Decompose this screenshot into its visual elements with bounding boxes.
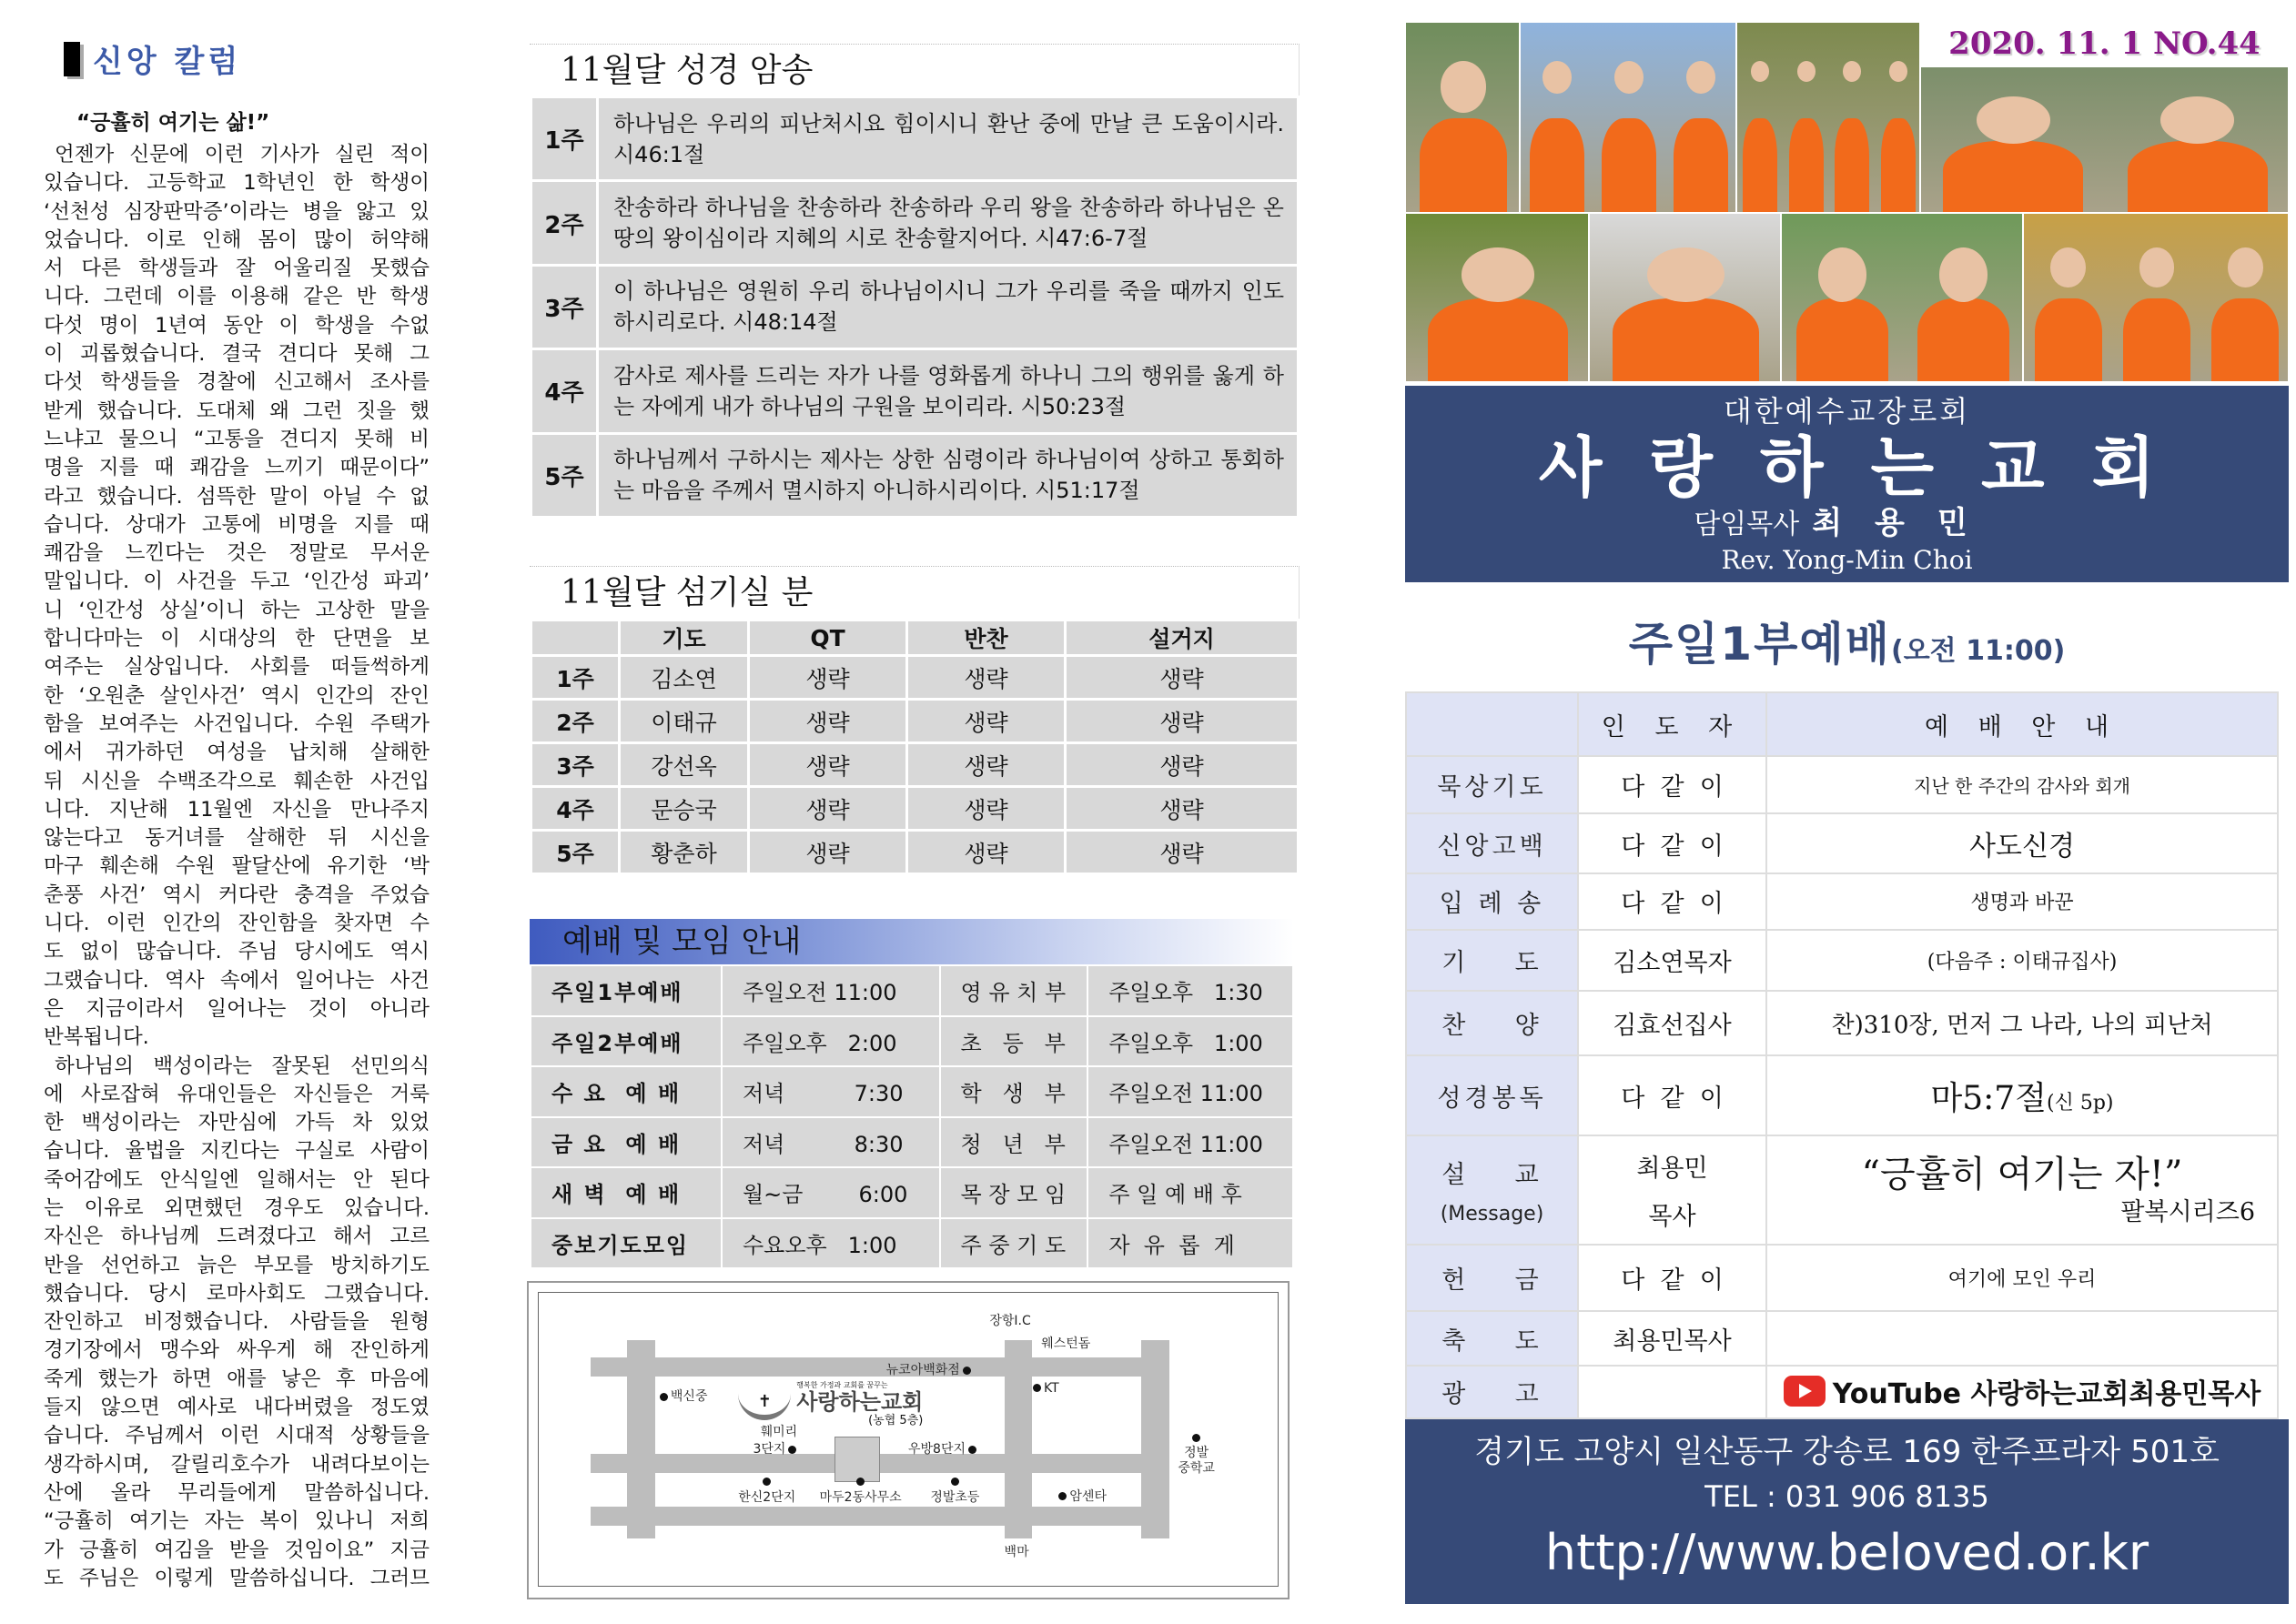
column-line: 죽어감에도 안식일엔 일해서는 안 된다 [44,1167,430,1192]
order-leader [1578,930,1766,991]
duty-header: QT [749,620,907,656]
map-label: 뉴코아백화점 [886,1363,974,1378]
group-time: 주일오전 11:00 [1087,1117,1293,1168]
worship-order-table [1405,691,2279,1419]
duty-header: 반찬 [907,620,1066,656]
service-row [531,965,1293,1016]
order-header: 예 배 안 내 [1766,692,2278,756]
service-name: 주일2부예배 [531,1016,722,1067]
church-tagline: 행복한 가정과 교회를 꿈꾸는 [796,1380,888,1389]
order-item-label: 광 고 [1441,1380,1542,1409]
column-line: 마구 훼손해 수원 팔달산에 유기한 ‘박 [44,854,430,879]
issue-date: 2020. 11. 1 NO.44 [1948,25,2261,62]
order-header-row [1406,692,2278,756]
order-leader [1578,1055,1766,1135]
column-line: 경기장에서 맹수와 싸우게 해 잔인하게 [44,1338,430,1363]
duty-cell: 생략 [907,700,1066,743]
order-item [1406,1311,1578,1365]
week-label: 1주 [531,656,620,700]
group-time: 주일오후 1:00 [1087,1016,1293,1067]
group-name: 초 등 부 [940,1016,1088,1067]
order-content-text: 여기에 모인 우리 [1947,1268,2097,1292]
group-name: 학 생 부 [940,1066,1088,1117]
week-label: 4주 [531,787,620,831]
order-content [1766,1245,2278,1311]
duty-cell: 이태규 [620,700,749,743]
column-line: 산에 올라 무리들에게 말씀하십니다. [44,1480,430,1505]
order-content-text: (다음주 : 이태규집사) [1927,951,2118,974]
order-content-text: 지난 한 주간의 감사와 회개 [1914,775,2130,798]
order-item-label: 찬 양 [1441,1012,1542,1041]
order-content [1766,756,2278,813]
order-item-label: 축 도 [1441,1326,1542,1356]
verse-row [531,97,1299,181]
order-leader-name: 다 같 이 [1621,773,1724,802]
column-line: 습니다. 상대가 고통에 비명을 지를 때 [44,512,430,537]
group-time: 주 일 예 배 후 [1087,1167,1293,1218]
verse-row [531,181,1299,265]
column-line: 니다. 그런데 이를 이용해 같은 반 학생 [44,285,430,309]
member-photo [1920,66,2289,213]
week-label: 5주 [531,831,620,874]
title-bar-icon [64,42,80,76]
column-line: 생각하시며, 갈릴리호수가 내려다보이는 [44,1452,430,1477]
worship-time: (오전 11:00) [1890,635,2066,667]
column-line: 여주는 실상입니다. 사회를 떠들썩하게 [44,655,430,680]
duties-table [530,619,1300,875]
map-label: 백마 [1004,1544,1029,1559]
verse-text: 이 하나님은 영원히 우리 하나님이시니 그가 우리를 죽을 때까지 인도하시리로다. 시48:14절 [598,265,1299,348]
column-line: 않는다고 동거녀를 살해한 뒤 시신을 [44,826,430,851]
order-leader-name: 다 같 이 [1621,890,1724,919]
order-content [1766,1055,2278,1135]
column-line: 습니다. 율법을 지킨다는 구실로 사람이 [44,1139,430,1164]
duty-cell: 생략 [1066,787,1299,831]
duty-cell: 생략 [907,656,1066,700]
church-floor: (농협 5층) [868,1413,924,1427]
column-line: 반을 선언하고 늙은 부모를 방치하기도 [44,1253,430,1277]
duty-cell: 생략 [749,656,907,700]
week-label: 3주 [531,743,620,787]
church-name: 사랑하는교회 [1538,429,2203,506]
verse-text: 하나님은 우리의 피난처시요 힘이시니 환난 중에 만날 큰 도움이시라. 시46:1절 [598,97,1299,181]
verse-row [531,265,1299,348]
order-row [1406,1366,2278,1418]
order-content-text: 사도신경 [1969,831,2075,863]
member-photo [2023,213,2289,382]
column-line: 이 괴롭혔습니다. 결국 견디다 못해 그 [44,342,430,367]
order-leader-name: 최용민목사 [1613,1326,1732,1356]
service-time: 수요오후 1:00 [722,1218,940,1269]
order-item [1406,1055,1578,1135]
column-line: 서 다른 학생들과 잘 어울리질 못했습 [44,257,430,281]
week-label: 2주 [531,181,598,265]
youtube-channel-link[interactable] [1784,1371,2261,1411]
duty-cell: 강선옥 [620,743,749,787]
week-label: 4주 [531,349,598,433]
order-leader [1578,756,1766,813]
map-label: 훼미리 [760,1424,798,1439]
order-leader [1578,1135,1766,1245]
map-label: 우방8단지 [908,1442,979,1458]
order-content-text: 생명과 바꾼 [1970,892,2074,915]
column-line: 니다. 이런 인간의 잔인함을 찾자면 수 [44,912,430,936]
duties-title: 11월달 섬기실 분 [530,566,1300,619]
map-label: 3단지 [753,1442,799,1458]
order-content-text: 찬)310장, 먼저 그 나라, 나의 피난처 [1831,1012,2213,1040]
church-banner [1405,386,2289,582]
order-content [1766,930,2278,991]
member-photo [1781,213,2023,382]
order-item [1406,756,1578,813]
column-line: 었습니다. 이로 인해 몸이 많이 허약해 [44,227,430,252]
order-leader-name: 다 같 이 [1621,1084,1724,1113]
order-item [1406,991,1578,1055]
column-line: 잔인하고 비정했습니다. 사람들을 원형 [44,1310,430,1335]
column-line: 자신은 하나님께 드려졌다고 해서 고르 [44,1225,430,1249]
duty-cell: 생략 [749,831,907,874]
order-item [1406,1366,1578,1418]
duty-row [531,787,1299,831]
service-row [531,1167,1293,1218]
verse-row [531,349,1299,433]
duty-row [531,700,1299,743]
group-name: 청 년 부 [940,1117,1088,1168]
map-label: 암센타 [1056,1489,1107,1505]
week-label: 5주 [531,433,598,517]
group-name: 주 중 기 도 [940,1218,1088,1269]
order-leader-title: 목사 [1648,1203,1696,1231]
map-label: 웨스턴돔 [1041,1337,1091,1352]
church-logo [738,1381,923,1428]
group-time: 자 유 롭 게 [1087,1218,1293,1269]
order-item-sub: (Message) [1440,1203,1544,1226]
sermon-series: 팔복시리즈6 [2120,1198,2255,1226]
order-row [1406,1055,2278,1135]
verse-text: 감사로 제사를 드리는 자가 나를 영화롭게 하나니 그의 행위를 옳게 하는 자에게 내가 하나님의 구원을 보이리라. 시50:23절 [598,349,1299,433]
group-time: 주일오전 11:00 [1087,1066,1293,1117]
service-name: 수 요 예 배 [531,1066,722,1117]
column-line: 반복됩니다. [44,1025,149,1050]
service-time: 주일오후 2:00 [722,1016,940,1067]
order-row [1406,930,2278,991]
column-line: 그랬습니다. 역사 속에서 일어나는 사건 [44,968,430,993]
duty-row [531,656,1299,700]
service-time: 주일오전 11:00 [722,965,940,1016]
column-line: 한 백성이라는 자만심에 가득 차 있었 [44,1111,430,1135]
order-content [1766,991,2278,1055]
duty-cell: 김소연 [620,656,749,700]
pastor-label: 담임목사 [1694,509,1800,540]
order-leader-name: 김소연목자 [1613,949,1732,978]
order-leader [1578,1366,1766,1418]
service-row [531,1218,1293,1269]
column-line: 도 주님은 이렇게 말씀하십니다. 그러므 [44,1566,430,1590]
map-label: 정발초등 [930,1475,979,1506]
duty-cell: 생략 [1066,700,1299,743]
order-row [1406,1311,2278,1365]
duty-cell: 생략 [907,787,1066,831]
pastor-english: Rev. Yong-Min Choi [1721,545,1973,575]
column-line: 쾌감을 느낀다는 것은 정말로 무서운 [44,541,430,566]
duty-cell: 생략 [1066,656,1299,700]
column-title-text: 신앙 칼럼 [93,44,242,80]
map-label: 장항I.C [989,1313,1031,1328]
column-line: 뒤 시신을 수백조각으로 훼손한 사건입 [44,769,430,793]
order-item [1406,1245,1578,1311]
order-row [1406,991,2278,1055]
order-leader-name: 김효선집사 [1613,1012,1732,1041]
group-time: 주일오후 1:30 [1087,965,1293,1016]
week-label: 2주 [531,700,620,743]
column-line: 말입니다. 이 사건을 두고 ‘인간성 파괴’ [44,570,430,594]
duty-cell: 생략 [907,831,1066,874]
order-row [1406,756,2278,813]
telephone: TEL : 031 906 8135 [1704,1479,1989,1514]
denomination: 대한예수교장로회 [1723,394,1971,429]
service-row [531,1117,1293,1168]
order-row [1406,813,2278,873]
member-photo [1405,22,1520,213]
column-line: 있습니다. 고등학교 1학년인 한 학생이 [44,171,430,196]
verses-table [530,96,1300,519]
address: 경기도 고양시 일산동구 강송로 169 한주프라자 501호 [1474,1434,2220,1470]
service-name: 새 벽 예 배 [531,1167,722,1218]
column-heading: “긍휼히 여기는 삶!” [76,111,270,135]
services-title: 예배 및 모임 안내 [530,919,1294,964]
column-line: 받게 했습니다. 도대체 왜 그런 짓을 했 [44,398,430,423]
column-line: 도 없이 많습니다. 주님 당시에도 역시 [44,940,430,964]
column-line: 니 ‘인간성 상실’이니 하는 고상한 말을 [44,598,430,622]
column-line: 에 사로잡혀 유대인들은 자신들은 거룩 [44,1082,430,1106]
column-line: 들지 않으면 예사로 내다버렸을 정도였 [44,1396,430,1420]
duty-header [531,620,620,656]
member-photo [1405,213,1589,382]
map-label: 정발 중학교 [1178,1430,1215,1477]
column-line: 언젠가 신문에 이런 기사가 실린 적이 [55,143,430,166]
order-item-label: 성경봉독 [1437,1084,1547,1113]
faith-column [44,36,430,1601]
order-item-label: 묵상기도 [1437,773,1547,802]
group-name: 목 장 모 임 [940,1167,1088,1218]
service-row [531,1066,1293,1117]
duty-cell: 생략 [907,743,1066,787]
order-leader-name: 최용민 [1636,1155,1708,1183]
column-line: 은 지금이라서 일어나는 것이 아니라 [44,996,430,1021]
youtube-icon [1784,1376,1826,1407]
duty-cell: 생략 [749,743,907,787]
order-content [1766,873,2278,930]
map-label: 백신중 [657,1389,708,1405]
pastor-name: 최용민 [1812,505,2000,541]
column-line: 죽게 했는가 하면 애를 낳은 후 마음에 [44,1367,430,1391]
cross-icon: ✝ [738,1389,791,1420]
order-item-label: 헌 금 [1441,1266,1542,1296]
order-leader-name: 다 같 이 [1621,832,1724,861]
pastor [1405,506,2289,542]
column-line: 함을 보여주는 사건입니다. 수원 주택가 [44,711,430,736]
member-photo [1520,22,1736,213]
member-photo [1589,213,1781,382]
column-line: 에서 귀가하던 여성을 납치해 살해한 [44,741,430,765]
duty-header: 설거지 [1066,620,1299,656]
order-header [1406,692,1578,756]
verses-title: 11월달 성경 암송 [530,44,1300,96]
service-name: 주일1부예배 [531,965,722,1016]
column-line: 합니다마는 이 시대상의 한 단면을 보 [44,627,430,651]
column-body [44,141,430,1593]
column-line: 가 긍휼히 여김을 받을 것임이요” 지금 [44,1538,430,1562]
week-label: 3주 [531,265,598,348]
duty-cell: 생략 [1066,831,1299,874]
order-row [1406,1135,2278,1245]
order-content [1766,813,2278,873]
column-line: 는 이유로 외면했던 경우도 있습니다. [44,1195,430,1220]
order-content [1766,1135,2278,1245]
worship-title [1405,608,2289,673]
worship-name: 주일1부예배 [1628,618,1891,671]
column-line: 느냐고 물으니 “고통을 견디지 못해 비 [44,427,430,451]
column-line: ‘선천성 심장판막증’이라는 병을 앓고 있 [44,199,430,224]
order-content-note: (신 5p) [2047,1091,2114,1115]
order-item [1406,930,1578,991]
order-leader [1578,991,1766,1055]
map-label: 마두2동사무소 [820,1475,902,1506]
verse-text: 하나님께서 구하시는 제사는 상한 심령이라 하나님이여 상하고 통회하는 마음을 주께서 멸시하지 아니하시리이다. 시51:17절 [598,433,1299,517]
service-time: 저녁 7:30 [722,1066,940,1117]
service-time: 저녁 8:30 [722,1117,940,1168]
order-leader [1578,1245,1766,1311]
order-item [1406,873,1578,930]
order-item [1406,813,1578,873]
verse-row [531,433,1299,517]
column-line: 라고 했습니다. 섬뜩한 말이 아닐 수 없 [44,484,430,509]
duty-cell: 황춘하 [620,831,749,874]
column-title [64,36,241,81]
map-label: 한신2단지 [738,1475,795,1506]
order-content [1766,1311,2278,1365]
order-item-label: 신앙고백 [1437,832,1547,861]
order-item [1406,1135,1578,1245]
order-item-label: 입 례 송 [1439,890,1545,919]
order-row [1406,1245,2278,1311]
column-line: 한 ‘오원춘 살인사건’ 역시 인간의 잔인 [44,683,430,708]
group-name: 영 유 치 부 [940,965,1088,1016]
verse-text: 찬송하라 하나님을 찬송하라 찬송하라 우리 왕을 찬송하라 하나님은 온 땅의 왕이심이라 지혜의 시로 찬송할지어다. 시47:6-7절 [598,181,1299,265]
order-item-label: 기 도 [1441,949,1542,978]
order-leader [1578,1311,1766,1365]
website-link[interactable]: http://www.beloved.or.kr [1544,1524,2149,1581]
column-line: 명을 지를 때 쾌감을 느끼기 때문이다” [44,456,430,480]
week-label: 1주 [531,97,598,181]
church-name: 사랑하는교회 [796,1388,924,1415]
order-header: 인 도 자 [1578,692,1766,756]
service-row [531,1016,1293,1067]
column-line: “긍휼히 여기는 자는 복이 있나니 저희 [44,1509,430,1534]
order-row [1406,873,2278,930]
order-content [1766,1366,2278,1418]
duty-row [531,743,1299,787]
duty-cell: 생략 [749,700,907,743]
service-time: 월~금 6:00 [722,1167,940,1218]
map-label: KT [1030,1381,1059,1397]
service-name: 금 요 예 배 [531,1117,722,1168]
column-line: 니다. 지난해 11월엔 자신을 만나주지 [44,797,430,822]
order-leader [1578,873,1766,930]
duty-cell: 생략 [1066,743,1299,787]
duty-row [531,831,1299,874]
column-line: 하나님의 백성이라는 잘못된 선민의식 [55,1054,430,1078]
youtube-channel-name: YouTube 사랑하는교회최용민목사 [1832,1377,2261,1410]
member-photo [1736,22,1920,213]
order-leader-name: 다 같 이 [1621,1266,1724,1296]
column-line: 다섯 학생들을 경찰에 신고해서 조사를 [44,370,430,395]
sermon-title: “긍휼히 여기는 자!” [1861,1154,2183,1195]
church-footer [1405,1419,2289,1604]
order-content-text: 마5:7절 [1930,1079,2047,1117]
duty-header: 기도 [620,620,749,656]
order-item-label: 설 교 [1441,1161,1542,1189]
duty-cell: 문승국 [620,787,749,831]
services-table [530,964,1294,1269]
column-line: 춘풍 사건’ 역시 커다란 충격을 주었습 [44,883,430,907]
column-line: 다섯 명이 1년여 동안 이 학생을 수없 [44,313,430,338]
service-name: 중보기도모임 [531,1218,722,1269]
duty-cell: 생략 [749,787,907,831]
location-map [527,1281,1290,1599]
column-line: 습니다. 주님께서 이런 시대적 상황들을 [44,1424,430,1448]
order-leader [1578,813,1766,873]
column-line: 했습니다. 당시 로마사회도 그랬습니다. [44,1281,430,1306]
